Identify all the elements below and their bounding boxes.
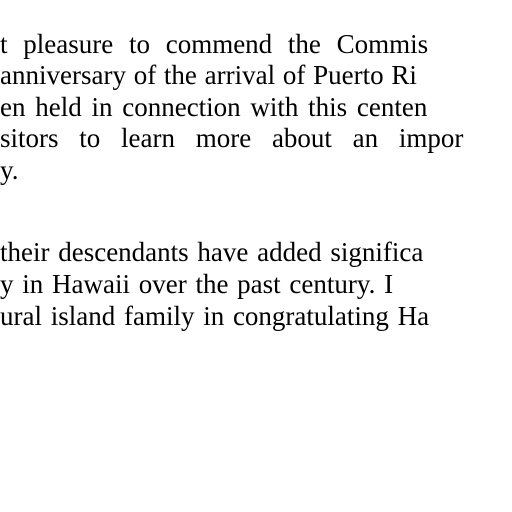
- paragraph-2-line-2: y in Hawaii over the past century. I: [0, 269, 394, 299]
- paragraph-2-line-3: ural island family in congratulating Ha: [0, 301, 430, 331]
- paragraph-2-line-1: their descendants have added significa: [0, 237, 424, 267]
- paragraph-1-line-1: t pleasure to commend the Commis: [0, 29, 429, 59]
- paragraph-1-line-5: y.: [0, 155, 19, 185]
- paragraph-1-line-2: anniversary of the arrival of Puerto Ri: [0, 60, 417, 90]
- paragraph-1-line-4: sitors to learn more about an impor: [0, 123, 464, 153]
- paragraph-1-line-3: en held in connection with this centen: [0, 92, 428, 122]
